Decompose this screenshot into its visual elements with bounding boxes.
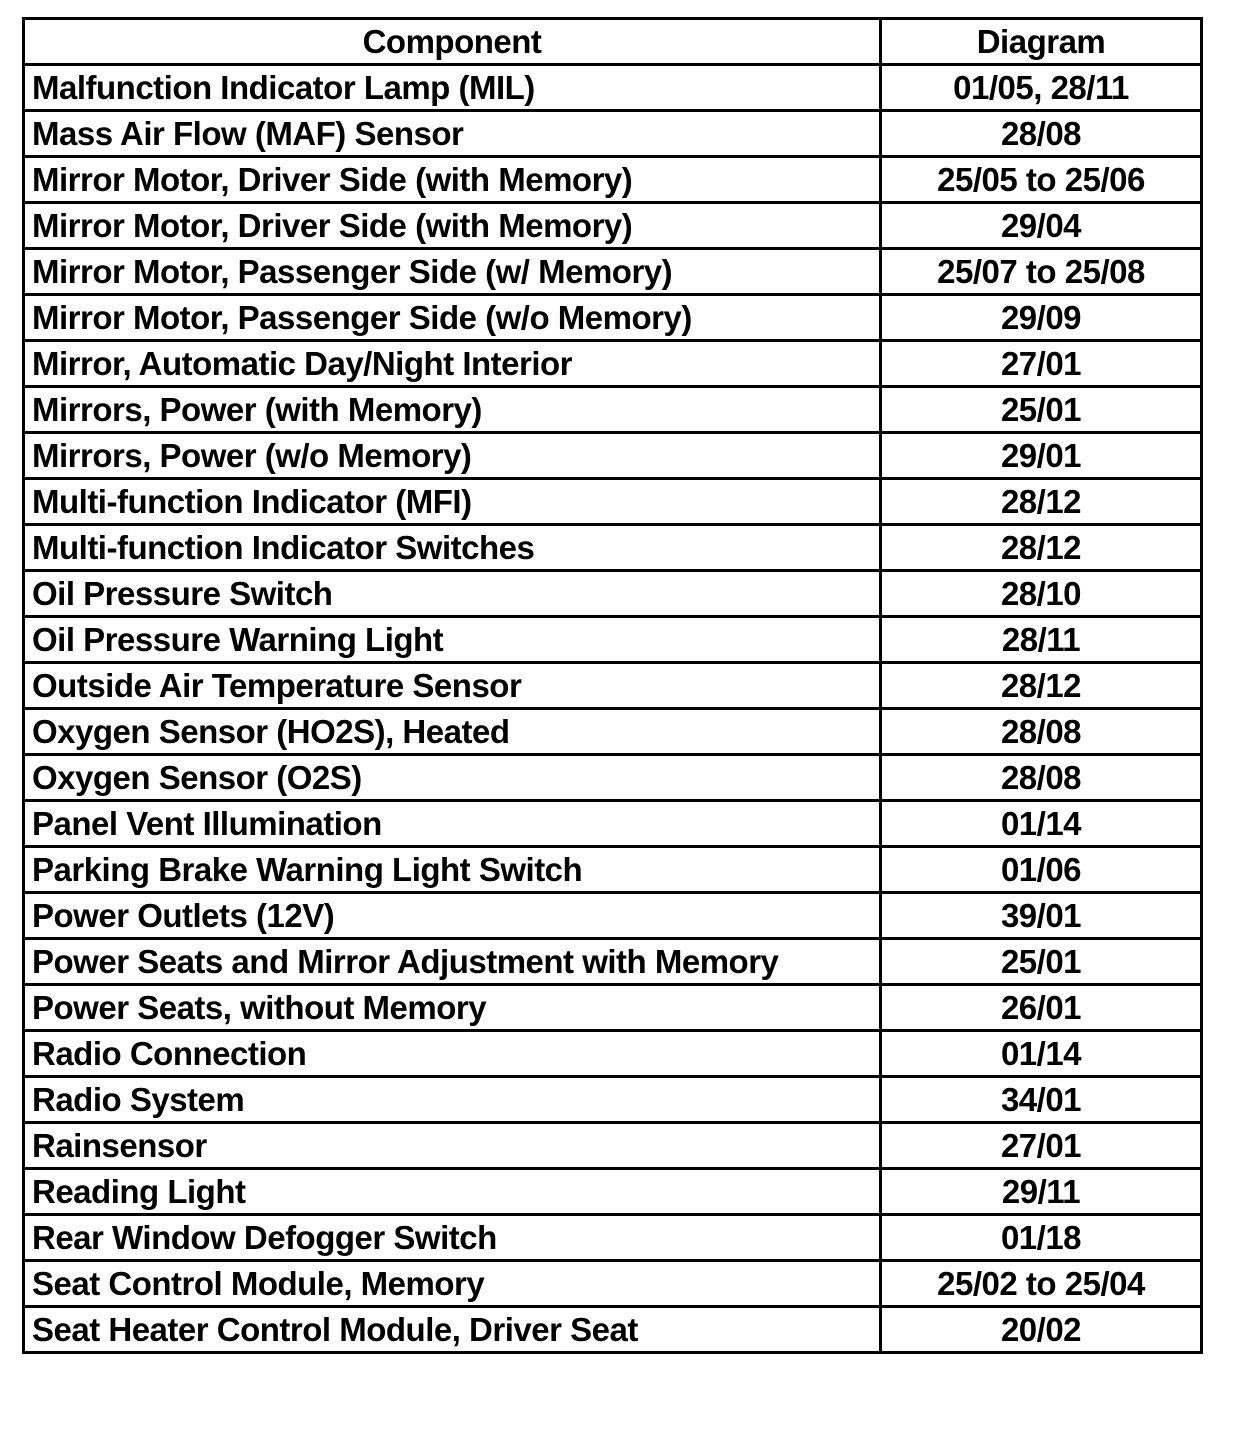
diagram-cell: 27/01 [881,1123,1202,1169]
diagram-cell: 28/08 [881,755,1202,801]
table-row [24,111,1202,157]
table-row [24,157,1202,203]
component-cell: Rainsensor [24,1123,881,1169]
diagram-cell: 20/02 [881,1307,1202,1353]
table-row [24,295,1202,341]
diagram-cell: 01/14 [881,1031,1202,1077]
component-cell: Mass Air Flow (MAF) Sensor [24,111,881,157]
component-cell: Power Seats and Mirror Adjustment with Memory [24,939,881,985]
table-row [24,203,1202,249]
component-cell: Mirror Motor, Passenger Side (w/ Memory) [24,249,881,295]
diagram-cell: 28/08 [881,709,1202,755]
diagram-cell: 25/01 [881,939,1202,985]
component-cell: Multi-function Indicator Switches [24,525,881,571]
table-row [24,1031,1202,1077]
diagram-cell: 01/06 [881,847,1202,893]
diagram-cell: 27/01 [881,341,1202,387]
table-row [24,525,1202,571]
component-cell: Oil Pressure Warning Light [24,617,881,663]
diagram-cell: 01/14 [881,801,1202,847]
table-row [24,1077,1202,1123]
component-cell: Mirror Motor, Driver Side (with Memory) [24,157,881,203]
table-row [24,571,1202,617]
component-cell: Reading Light [24,1169,881,1215]
component-cell: Rear Window Defogger Switch [24,1215,881,1261]
table-row [24,249,1202,295]
header-diagram: Diagram [881,19,1202,65]
diagram-cell: 25/02 to 25/04 [881,1261,1202,1307]
component-cell: Radio System [24,1077,881,1123]
component-cell: Oxygen Sensor (HO2S), Heated [24,709,881,755]
diagram-cell: 28/11 [881,617,1202,663]
table-row [24,387,1202,433]
diagram-cell: 28/08 [881,111,1202,157]
table-row [24,479,1202,525]
table-row [24,433,1202,479]
diagram-cell: 28/10 [881,571,1202,617]
diagram-cell: 01/05, 28/11 [881,65,1202,111]
component-cell: Parking Brake Warning Light Switch [24,847,881,893]
component-cell: Malfunction Indicator Lamp (MIL) [24,65,881,111]
table-row [24,801,1202,847]
table-row [24,65,1202,111]
table-row [24,617,1202,663]
diagram-cell: 29/09 [881,295,1202,341]
component-cell: Mirror Motor, Passenger Side (w/o Memory) [24,295,881,341]
component-cell: Outside Air Temperature Sensor [24,663,881,709]
diagram-cell: 01/18 [881,1215,1202,1261]
diagram-cell: 34/01 [881,1077,1202,1123]
diagram-cell: 25/01 [881,387,1202,433]
table-header-row [24,19,1202,65]
table-row [24,939,1202,985]
component-cell: Power Seats, without Memory [24,985,881,1031]
diagram-cell: 28/12 [881,525,1202,571]
table-row [24,341,1202,387]
component-cell: Mirrors, Power (w/o Memory) [24,433,881,479]
table-row [24,1215,1202,1261]
table-row [24,847,1202,893]
diagram-cell: 25/07 to 25/08 [881,249,1202,295]
table-row [24,709,1202,755]
header-component: Component [24,19,881,65]
component-cell: Oxygen Sensor (O2S) [24,755,881,801]
table-row [24,755,1202,801]
diagram-cell: 29/04 [881,203,1202,249]
component-cell: Seat Heater Control Module, Driver Seat [24,1307,881,1353]
table-row [24,1261,1202,1307]
component-cell: Multi-function Indicator (MFI) [24,479,881,525]
component-cell: Panel Vent Illumination [24,801,881,847]
diagram-cell: 25/05 to 25/06 [881,157,1202,203]
component-cell: Mirrors, Power (with Memory) [24,387,881,433]
component-cell: Oil Pressure Switch [24,571,881,617]
component-cell: Mirror, Automatic Day/Night Interior [24,341,881,387]
table-row [24,663,1202,709]
diagram-cell: 29/11 [881,1169,1202,1215]
diagram-cell: 28/12 [881,479,1202,525]
table-row [24,985,1202,1031]
component-diagram-table [22,17,1203,1354]
table-row [24,893,1202,939]
diagram-cell: 26/01 [881,985,1202,1031]
diagram-cell: 39/01 [881,893,1202,939]
component-cell: Seat Control Module, Memory [24,1261,881,1307]
table-row [24,1123,1202,1169]
table-body [24,65,1202,1353]
table-row [24,1307,1202,1353]
table-row [24,1169,1202,1215]
component-cell: Power Outlets (12V) [24,893,881,939]
component-cell: Mirror Motor, Driver Side (with Memory) [24,203,881,249]
diagram-cell: 29/01 [881,433,1202,479]
diagram-cell: 28/12 [881,663,1202,709]
component-cell: Radio Connection [24,1031,881,1077]
